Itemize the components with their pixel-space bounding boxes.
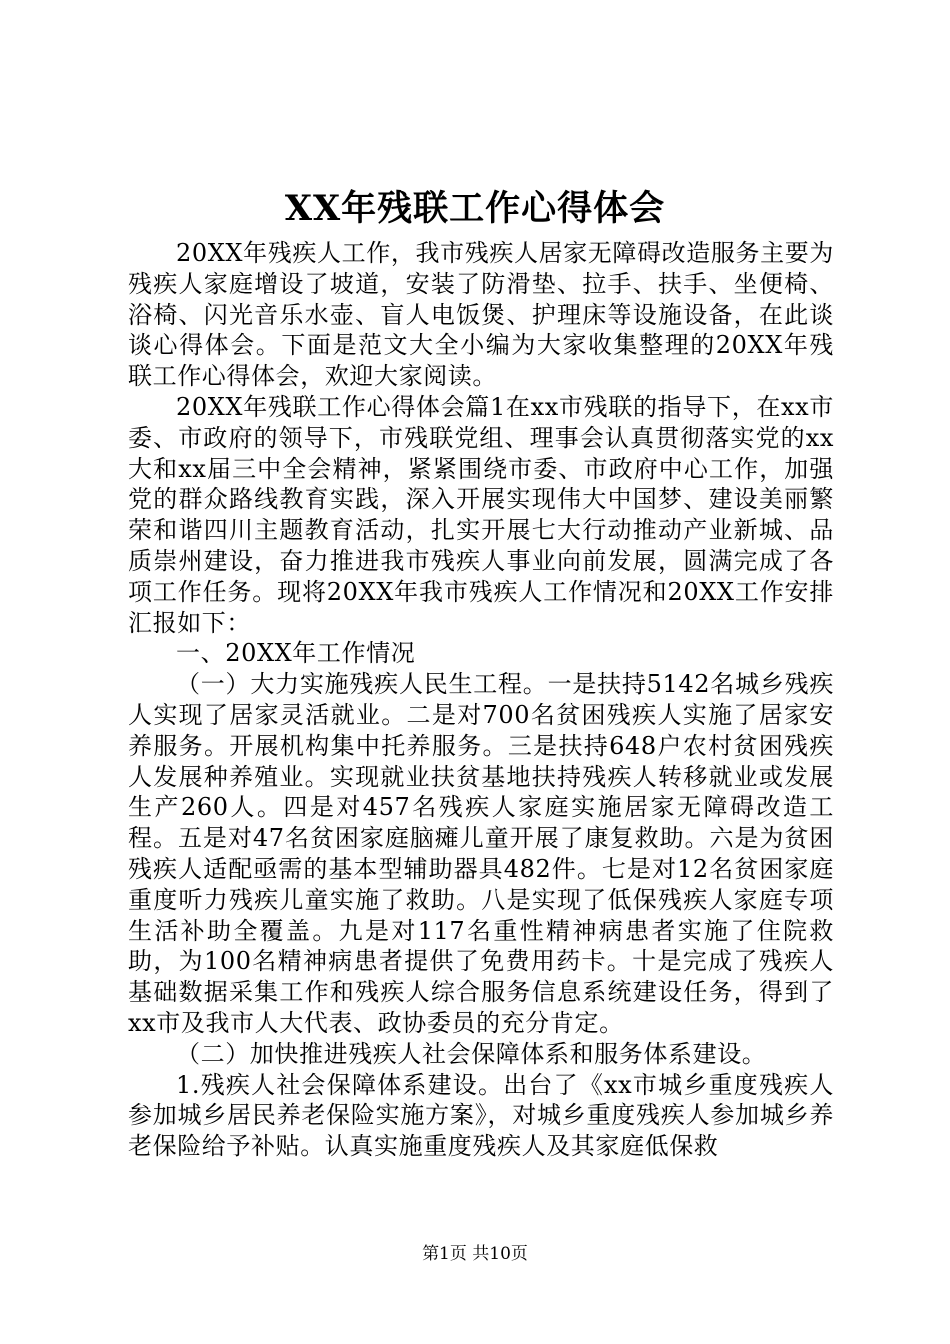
document-title: XX年残联工作心得体会: [284, 188, 666, 229]
paragraph-subsection-1: （一）大力实施残疾人民生工程。一是扶持5142名城乡残疾人实现了居家灵活就业。二是对700名贫困残疾人实施了居家安养服务。开展机构集中托养服务。三是扶持648户农村贫困残疾人发展种养殖业。实现就业扶贫基地扶持残疾人转移就业或发展生产260人。四是对457名残疾人家庭实施居家无障碍改造工程。五是对47名贫困家庭脑瘫儿童开展了康复救助。六是为贫困残疾人适配亟需的基本型辅助器具482件。七是对12名贫困家庭重度听力残疾儿童实施了救助。八是实现了低保残疾人家庭专项生活补助全覆盖。九是对117名重性精神病患者实施了住院救助，为100名精神病患者提供了免费用药卡。十是完成了残疾人基础数据采集工作和残疾人综合服务信息系统建设任务，得到了xx市及我市人大代表、政协委员的充分肯定。: [128, 670, 834, 1037]
document-body: [128, 238, 834, 1162]
paragraph-article-1: 20XX年残联工作心得体会篇1在xx市残联的指导下，在xx市委、市政府的领导下，市残联党组、理事会认真贯彻落实党的xx大和xx届三中全会精神，紧紧围绕市委、市政府中心工作，加强党的群众路线教育实践，深入开展实现伟大中国梦、建设美丽繁荣和谐四川主题教育活动，扎实开展七大行动推动产业新城、品质崇州建设，奋力推进我市残疾人事业向前发展，圆满完成了各项工作任务。现将20XX年我市残疾人工作情况和20XX工作安排汇报如下：: [128, 392, 834, 637]
paragraph-item-1: 1.残疾人社会保障体系建设。出台了《xx市城乡重度残疾人参加城乡居民养老保险实施方案》，对城乡重度残疾人参加城乡养老保险给予补贴。认真实施重度残疾人及其家庭低保救: [128, 1070, 834, 1161]
page-footer: 第1页 共10页: [422, 1244, 528, 1264]
subsection-heading-2: （二）加快推进残疾人社会保障体系和服务体系建设。: [176, 1039, 767, 1068]
paragraph-intro: 20XX年残疾人工作，我市残疾人居家无障碍改造服务主要为残疾人家庭增设了坡道，安装了防滑垫、拉手、扶手、坐便椅、浴椅、闪光音乐水壶、盲人电饭煲、护理床等设施设备，在此谈谈心得体会。下面是范文大全小编为大家收集整理的20XX年残联工作心得体会，欢迎大家阅读。: [128, 239, 834, 391]
section-heading: 一、20XX年工作情况: [176, 639, 416, 668]
